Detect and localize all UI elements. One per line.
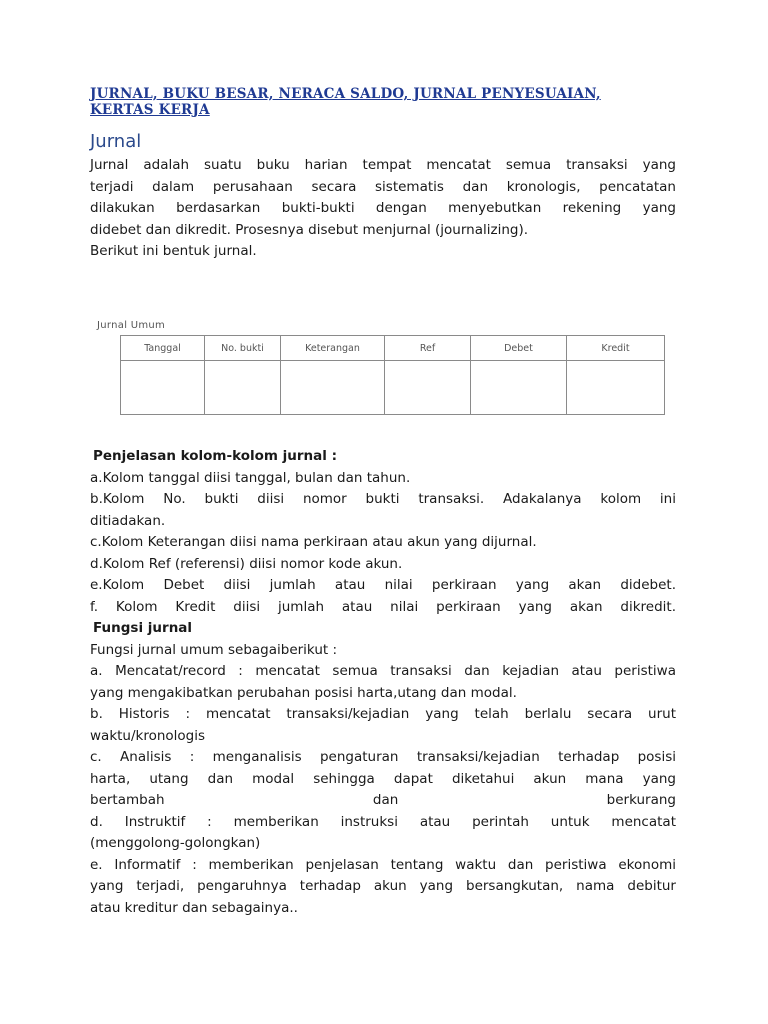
explanation-line: b.Kolom No. bukti diisi nomor bukti transaksi. Adakalanya kolom ini <box>90 491 676 507</box>
functions-heading: Fungsi jurnal <box>93 620 193 636</box>
explanation-heading: Penjelasan kolom-kolom jurnal : <box>93 448 338 464</box>
journal-form-table <box>120 335 665 415</box>
function-line: e. Informatif : memberikan penjelasan tentang waktu dan peristiwa ekonomi <box>90 856 676 873</box>
table-cell <box>121 361 205 415</box>
function-line: c. Analisis : menganalisis pengaturan transaksi/kejadian terhadap posisi <box>90 749 676 765</box>
document-title <box>90 86 690 118</box>
explanation-line: e.Kolom Debet diisi jumlah atau nilai perkiraan yang akan didebet. <box>90 577 676 593</box>
intro-line: dilakukan berdasarkan bukti-bukti dengan menyebutkan rekening yang <box>90 200 676 216</box>
table-cell <box>471 361 567 415</box>
journal-form-figure <box>94 318 674 424</box>
document-title-line-1: JURNAL, BUKU BESAR, NERACA SALDO, JURNAL PENYESUAIAN, <box>90 86 601 102</box>
column-header-tanggal: Tanggal <box>121 336 205 361</box>
figure-caption: Jurnal Umum <box>97 320 166 331</box>
column-header-debet: Debet <box>471 336 567 361</box>
column-header-kredit: Kredit <box>567 336 665 361</box>
explanation-section <box>90 446 676 919</box>
intro-line: Jurnal adalah suatu buku harian tempat mencatat semua transaksi yang <box>90 157 676 173</box>
function-line: Fungsi jurnal umum sebagaiberikut : <box>90 641 338 658</box>
explanation-line: c.Kolom Keterangan diisi nama perkiraan atau akun yang dijurnal. <box>90 534 537 550</box>
function-line: yang mengakibatkan perubahan posisi harta,utang dan modal. <box>90 684 517 701</box>
column-header-ref: Ref <box>385 336 471 361</box>
function-line: yang terjadi, pengaruhnya terhadap akun yang bersangkutan, nama debitur <box>90 878 676 894</box>
intro-line: terjadi dalam perusahaan secara sistematis dan kronologis, pencatatan <box>90 178 676 195</box>
table-row <box>121 361 665 415</box>
section-heading-jurnal: Jurnal <box>90 131 142 152</box>
column-header-no-bukti: No. bukti <box>205 336 281 361</box>
table-cell <box>567 361 665 415</box>
table-cell <box>385 361 471 415</box>
function-line: b. Historis : mencatat transaksi/kejadian yang telah berlalu secara urut <box>90 706 676 722</box>
explanation-line: ditiadakan. <box>90 512 166 529</box>
function-line: waktu/kronologis <box>90 727 206 744</box>
function-line: a. Mencatat/record : mencatat semua transaksi dan kejadian atau peristiwa <box>90 663 676 679</box>
table-header-row <box>121 336 665 361</box>
intro-paragraph <box>90 155 676 263</box>
function-line: (menggolong-golongkan) <box>90 835 261 851</box>
table-cell <box>205 361 281 415</box>
explanation-line: a.Kolom tanggal diisi tanggal, bulan dan tahun. <box>90 469 411 486</box>
table-cell <box>281 361 385 415</box>
column-header-keterangan: Keterangan <box>281 336 385 361</box>
intro-line: Berikut ini bentuk jurnal. <box>90 243 257 259</box>
intro-line: didebet dan dikredit. Prosesnya disebut menjurnal (journalizing). <box>90 221 529 238</box>
explanation-line: d.Kolom Ref (referensi) diisi nomor kode akun. <box>90 555 403 572</box>
explanation-line: f. Kolom Kredit diisi jumlah atau nilai perkiraan yang akan dikredit. <box>90 598 676 615</box>
function-line: bertambah dan berkurang <box>90 792 676 808</box>
function-line: harta, utang dan modal sehingga dapat diketahui akun mana yang <box>90 770 676 787</box>
function-line: d. Instruktif : memberikan instruksi atau perintah untuk mencatat <box>90 813 676 830</box>
document-title-line-2: KERTAS KERJA <box>90 102 210 118</box>
function-line: atau kreditur dan sebagainya.. <box>90 899 298 916</box>
